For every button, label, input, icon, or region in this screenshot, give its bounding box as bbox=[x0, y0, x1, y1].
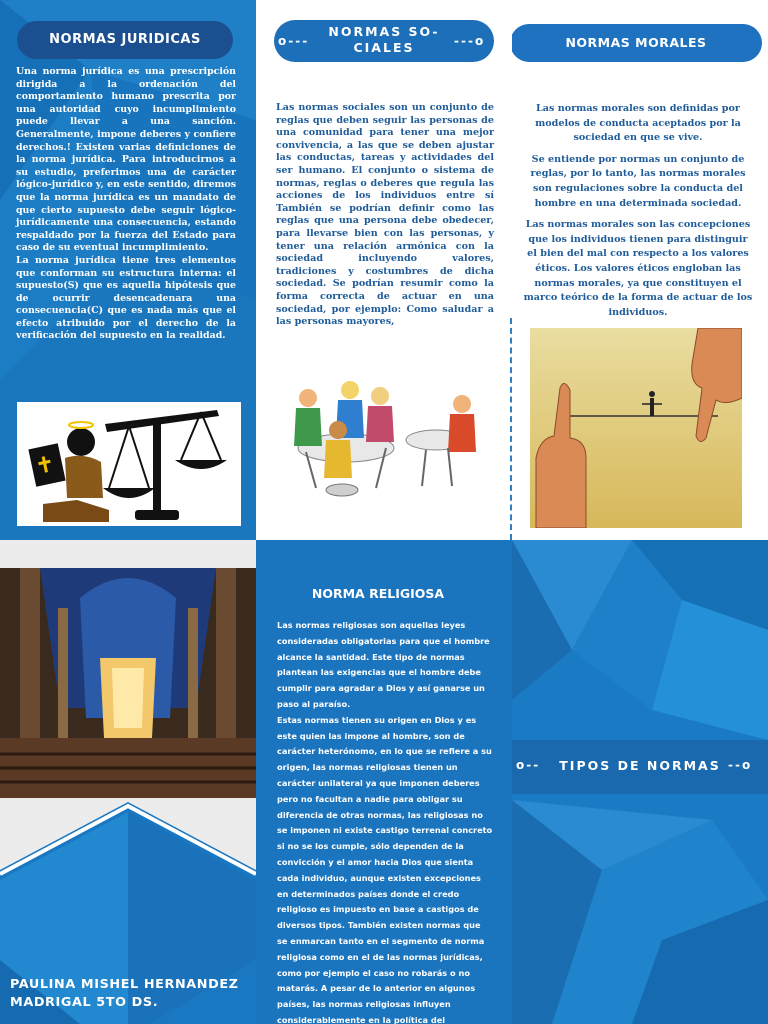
religiosa-paragraph-2: Estas normas tienen su origen en Dios y es este quien las impone al hombre, son de carácter heterónomo, en lo que se refiere a su origen, las normas religiosas tienen un carácter unilateral ya que imponen deberes pero no facultan a nadie para obligar su diferencia de otras normas, las religiosas no se imponen ni existe castigo terrenal concreto si no se los cumple, sólo dependen de la convicción y el amor hacia Dios que sienta cada individuo, aunque existen excepciones en determinados países donde el credo religioso es impuesto en base a castigos de diversos tipos. También existen normas que se enmarcan tanto en el segmento de norma religiosa como en el de las normas jurídicas, como por ejemplo el caso no robarás o no matarás. A pesar de lo anterior en algunos países, las normas religiosas influyen considerablemente en la política del bbox=[277, 714, 493, 1024]
religiosa-paragraph-1: Las normas religiosas son aquellas leyes consideradas obligatorias para que el hombre alcance la santidad. Este tipo de normas plantean las exigencias que el hombre debe cumplir para agradar a Dios y así ganarse un paso al paraíso. bbox=[277, 620, 490, 709]
morales-paragraph-1: Las normas morales son definidas por modelos de conducta aceptados por la sociedad en que se vive. bbox=[535, 103, 741, 144]
section-title-juridicas-text: NORMAS JURIDICAS bbox=[49, 32, 201, 47]
ring-dots-icon: o--- bbox=[278, 34, 310, 48]
people-discussing-image bbox=[276, 368, 495, 514]
section-title-morales bbox=[512, 24, 762, 62]
juridicas-paragraph-1: Una norma jurídica es una prescripción dirigida a la ordenación del comportamiento humano prescrita por una autoridad cuyo incumplimiento puede llevar a una sanción. Generalmente, impone deberes y confiere derechos.! Existen varias definiciones de la norma jurídica. Para introducirnos a su estudio, preferimos una de carácter lógico-jurídico y, en este sentido, diremos que la norma jurídica es un mandato de que cierto supuesto debe seguir lógico-jurídicamente una consecuencia, estando respaldado por la fuerza del Estado para caso de su eventual incumplimiento. bbox=[16, 66, 236, 254]
sociales-paragraph: Las normas sociales son un conjunto de reglas que deben seguir las personas de una comunidad para tener una mejor convivencia, a las que se deben ajustar las conductas, tareas y actividades del ser humano. El conjunto o sistema de normas, reglas o deberes que regula las acciones de los individuos entre sí También se podrían definir como las reglas que una persona debe obedecer, para llevarse bien con las personas, y tener una relación armónica con la sociedad incluyendo valores, tradiciones y costumbres de dicha sociedad. Se podrían resumir como la forma correcta de actuar en una sociedad, por ejemplo: Como saludar a las personas mayores, bbox=[276, 102, 494, 328]
author-line-1: PAULINA MISHEL HERNANDEZ bbox=[10, 977, 239, 992]
cover-title: TIPOS DE NORMAS bbox=[559, 758, 721, 773]
facet-corner bbox=[0, 540, 256, 1024]
sociales-body bbox=[276, 102, 494, 329]
religiosa-body bbox=[277, 618, 493, 1024]
panel-cover-author bbox=[0, 540, 256, 1024]
section-title-juridicas bbox=[17, 21, 233, 59]
juridicas-paragraph-2: La norma jurídica tiene tres elementos que conforman su estructura interna: el supuesto(S) que es aquella hipótesis que de ocurrir desencadenara una consecuencia(C) que es nada más que el efecto atribuido por el derecho de la verificación del supuesto en la realidad. bbox=[16, 254, 236, 342]
panel-cover-title bbox=[512, 540, 768, 1024]
panel-normas-juridicas bbox=[0, 0, 256, 540]
morales-body bbox=[522, 102, 754, 327]
section-title-sociales-line2: CIALES bbox=[353, 40, 415, 55]
ring-dots-icon: ---o bbox=[454, 34, 486, 48]
panel-normas-morales bbox=[512, 0, 768, 540]
author-line-2: MADRIGAL 5TO DS. bbox=[10, 995, 159, 1010]
section-title-sociales-line1: NORMAS SO- bbox=[328, 24, 440, 39]
section-title-morales-text: NORMAS MORALES bbox=[565, 35, 707, 50]
juridicas-body bbox=[16, 66, 236, 343]
section-title-religiosa: NORMA RELIGIOSA bbox=[311, 586, 445, 601]
ring-dots-icon: o-- bbox=[516, 758, 541, 772]
panel-norma-religiosa bbox=[256, 540, 512, 1024]
justice-scale-image bbox=[17, 402, 241, 526]
ring-dots-icon: --o bbox=[728, 758, 753, 772]
morales-paragraph-2: Se entiende por normas un conjunto de reglas, por lo tanto, las normas morales son regulaciones sobre la conducta del hombre en una determinada sociedad. bbox=[530, 153, 746, 209]
panel-normas-sociales bbox=[256, 0, 512, 540]
thumbs-tightrope-image bbox=[530, 328, 742, 528]
author-name bbox=[10, 976, 250, 1012]
morales-paragraph-3: Las normas morales son las concepciones que los individuos tienen para distinguir el bien del mal con respecto a los valores éticos. Los valores éticos engloban las normas morales, ya que constituyen el marco teórico de la forma de actuar de los individuos. bbox=[523, 219, 753, 318]
